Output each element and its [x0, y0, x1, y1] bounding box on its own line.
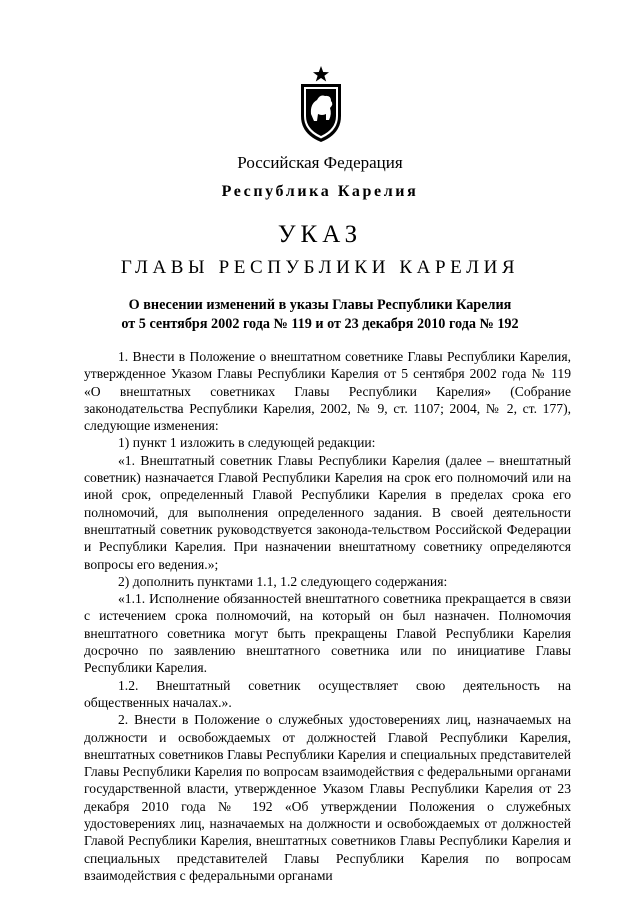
paragraph: 2) дополнить пунктами 1.1, 1.2 следующего содержания: [118, 573, 448, 589]
republic-name: Республика Карелия [221, 183, 419, 200]
subject-line-1: О внесении изменений в указы Главы Республики Карелия [128, 297, 512, 313]
document-subject [0, 296, 640, 334]
subject-line-2: от 5 сентября 2002 года № 119 и от 23 декабря 2010 года № 192 [121, 316, 519, 332]
country-name: Российская Федерация [237, 153, 403, 172]
document-type: УКАЗ [277, 221, 363, 248]
paragraph: «1.1. Исполнение обязанностей внештатного советника прекращается в связи с истечением срока полномочий, на который он был назначен. Полномочия внештатного советника могут быть прекращены Главой Республики Карелия досрочно по заявлению внештатного советника или по инициативе Главы Республики Карелия. [84, 591, 571, 676]
karelia-coat-of-arms-icon [296, 64, 346, 144]
paragraph: 1) пункт 1 изложить в следующей редакции: [118, 435, 376, 451]
paragraph: «1. Внештатный советник Главы Республики Карелия (далее – внештатный советник) назначается Главой Республики Карелия на срок его полномочий или на иной срок, определенный Главой Республики Карелия в пределах срока его полномочий, для выполнения определенного задания. В своей деятельности внештатный советник руководствуется законода-тельством Российской Федерации и Республики Карелия. При назначении внештатному советнику определяются вопросы его ведения.»; [84, 452, 571, 572]
document-body [84, 348, 571, 884]
paragraph: 1.2. Внештатный советник осуществляет свою деятельность на общественных началах.». [84, 677, 571, 710]
issuer-title: ГЛАВЫ РЕСПУБЛИКИ КАРЕЛИЯ [120, 257, 520, 278]
paragraph: 2. Внести в Положение о служебных удостоверениях лиц, назначаемых на должности и освобождаемых от должностей Главой Республики Карелия, внештатных советников Главы Республики Карелия и специальных представителей Главы Республики Карелия по вопросам взаимодействия с федеральными органами государственной власти, утвержденное Указом Главы Республики Карелия от 23 декабря 2010 года № 192 «Об утверждении Положения о служебных удостоверениях лиц, назначаемых на должности и освобождаемых от должностей Главой Республики Карелия, внештатных советников Главы Республики Карелия и специальных представителей Главы Республики Карелия по вопросам взаимодействия с федеральными органами [84, 712, 571, 883]
paragraph: 1. Внести в Положение о внештатном советнике Главы Республики Карелия, утвержденное Указом Главы Республики Карелия от 5 сентября 2002 года № 119 «О внештатных советниках Главы Республики Карелия» (Собрание законодательства Республики Карелия, 2002, № 9, ст. 1107; 2004, № 2, ст. 177), следующие изменения: [84, 349, 571, 434]
